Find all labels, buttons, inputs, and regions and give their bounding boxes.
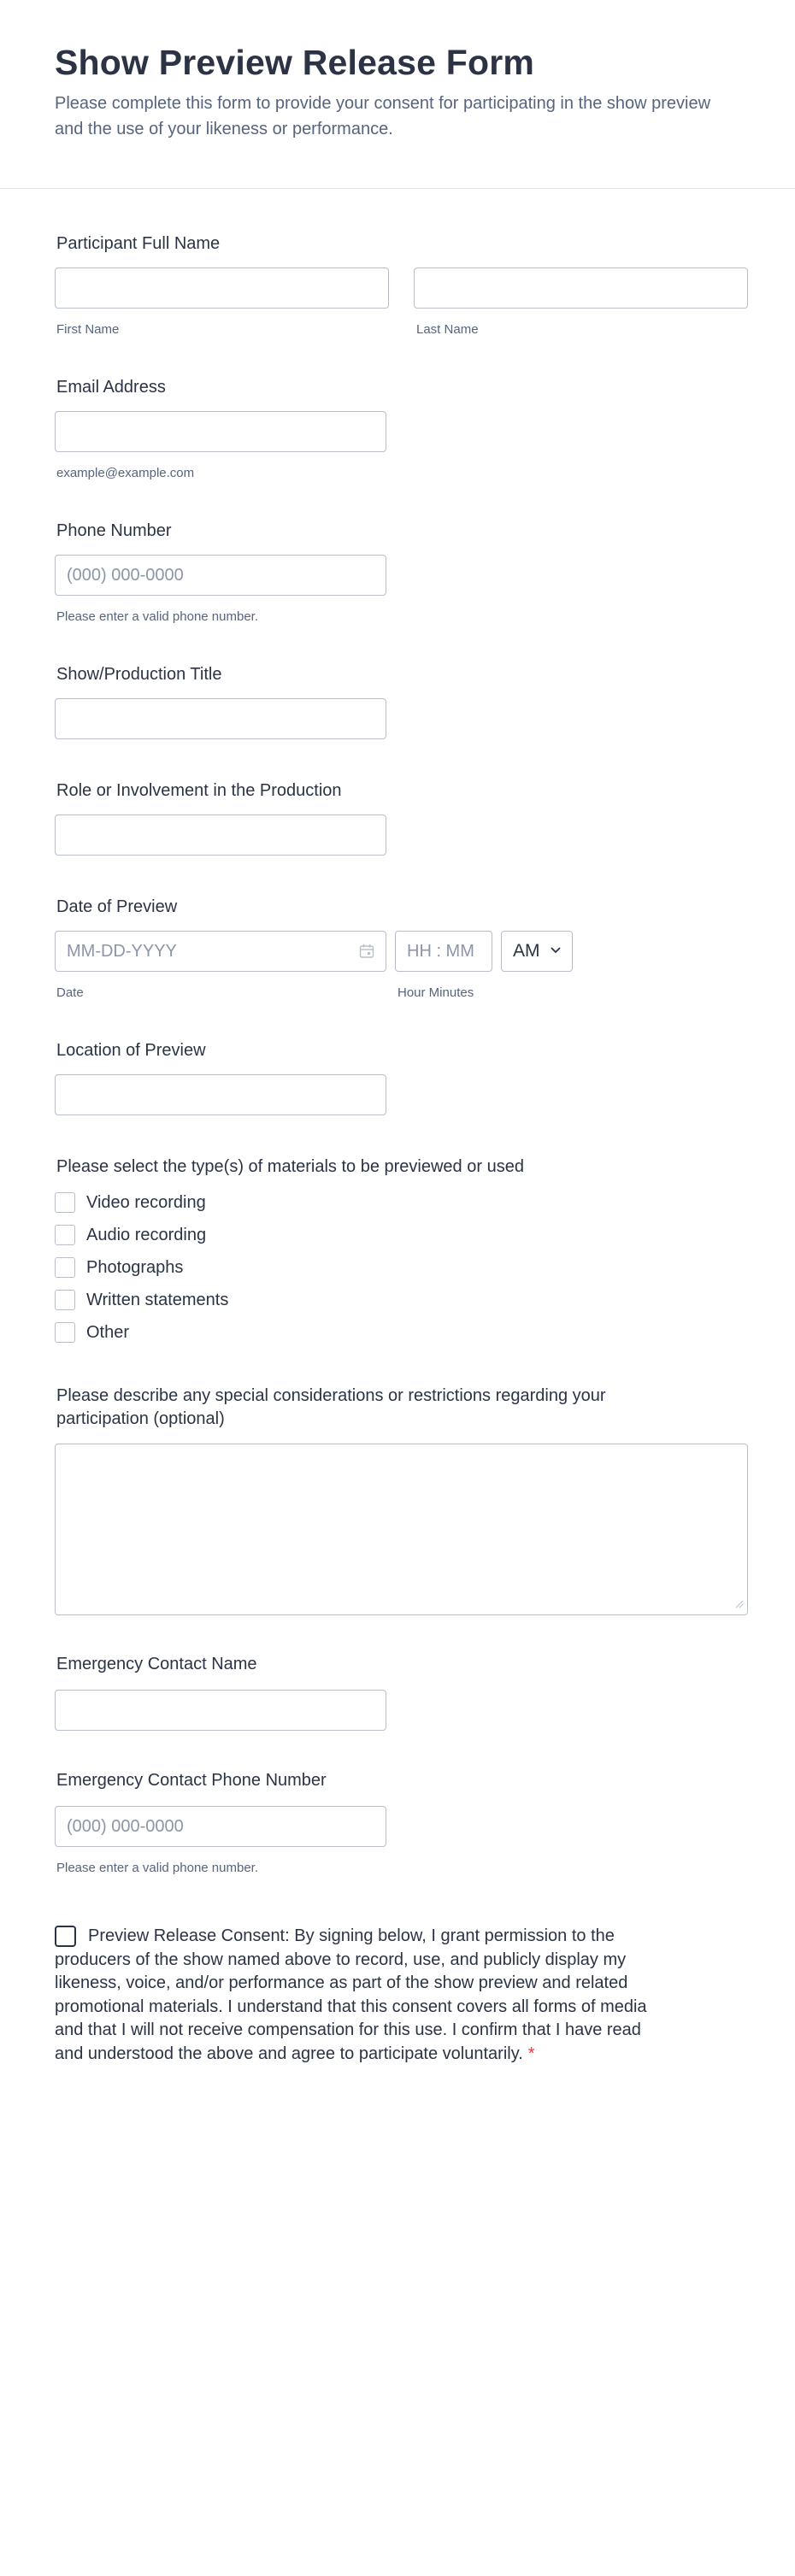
show-title-label: Show/Production Title [56, 665, 222, 684]
last-name-sublabel: Last Name [416, 322, 479, 337]
role-input[interactable] [55, 815, 386, 856]
form-header [0, 0, 795, 189]
participant-name-label: Participant Full Name [56, 234, 221, 253]
form-subtitle: Please complete this form to provide your consent for participating in the show preview and the use of your likeness or performance. [55, 94, 711, 138]
consent-text [55, 1925, 670, 2066]
time-input[interactable]: HH : MM [395, 931, 492, 972]
checkbox[interactable] [55, 1290, 75, 1310]
location-label: Location of Preview [56, 1041, 206, 1060]
checkbox[interactable] [55, 1257, 75, 1278]
considerations-label: Please describe any special considerations or restrictions regarding your participation (optional) [56, 1386, 606, 1428]
email-label: Email Address [56, 378, 166, 397]
option-label: Other [86, 1322, 130, 1342]
ampm-value: AM [513, 941, 540, 961]
email-input[interactable] [55, 411, 386, 452]
date-input[interactable] [55, 931, 386, 972]
material-option-written[interactable] [55, 1289, 228, 1311]
ampm-select[interactable] [501, 931, 573, 972]
option-label: Video recording [86, 1192, 206, 1212]
show-title-input[interactable] [55, 698, 386, 739]
email-sublabel: example@example.com [56, 466, 195, 480]
form-title: Show Preview Release Form [55, 43, 535, 82]
time-sublabel: Hour Minutes [398, 985, 474, 1000]
location-input[interactable] [55, 1074, 386, 1115]
date-of-preview-label: Date of Preview [56, 897, 178, 916]
emergency-name-label: Emergency Contact Name [56, 1655, 257, 1673]
first-name-sublabel: First Name [56, 322, 120, 337]
checkbox[interactable] [55, 1225, 75, 1245]
first-name-input[interactable] [55, 268, 389, 309]
emergency-name-input[interactable] [55, 1690, 386, 1731]
date-sublabel: Date [56, 985, 84, 1000]
option-label: Audio recording [86, 1225, 207, 1244]
last-name-input[interactable] [414, 268, 748, 309]
option-label: Written statements [86, 1290, 229, 1309]
chevron-down-icon [550, 946, 562, 955]
checkbox[interactable] [55, 1192, 75, 1213]
consent-statement: Preview Release Consent: By signing below, I grant permission to the producers of the show named above to record, use, and publicly display my likeness, voice, and/or performance as part of the show preview and related promotional materials. I understand that this consent covers all forms of media and that I will not receive compensation for this use. I confirm that I have read and understood the above and agree to participate voluntarily. [55, 1926, 647, 2063]
phone-sublabel: Please enter a valid phone number. [56, 609, 258, 624]
required-mark: * [527, 2044, 535, 2063]
materials-label: Please select the type(s) of materials to be previewed or used [56, 1157, 524, 1176]
calendar-icon[interactable] [359, 944, 374, 959]
emergency-phone-sublabel: Please enter a valid phone number. [56, 1861, 258, 1875]
material-option-audio[interactable] [55, 1224, 206, 1246]
phone-input[interactable] [55, 555, 386, 596]
role-label: Role or Involvement in the Production [56, 781, 342, 800]
material-option-other[interactable] [55, 1321, 129, 1344]
checkbox[interactable] [55, 1322, 75, 1343]
material-option-video[interactable] [55, 1191, 206, 1214]
emergency-phone-input[interactable] [55, 1806, 386, 1847]
material-option-photographs[interactable] [55, 1256, 183, 1279]
emergency-phone-label: Emergency Contact Phone Number [56, 1771, 327, 1790]
considerations-textarea[interactable] [55, 1444, 748, 1615]
option-label: Photographs [86, 1257, 184, 1277]
phone-label: Phone Number [56, 521, 172, 540]
